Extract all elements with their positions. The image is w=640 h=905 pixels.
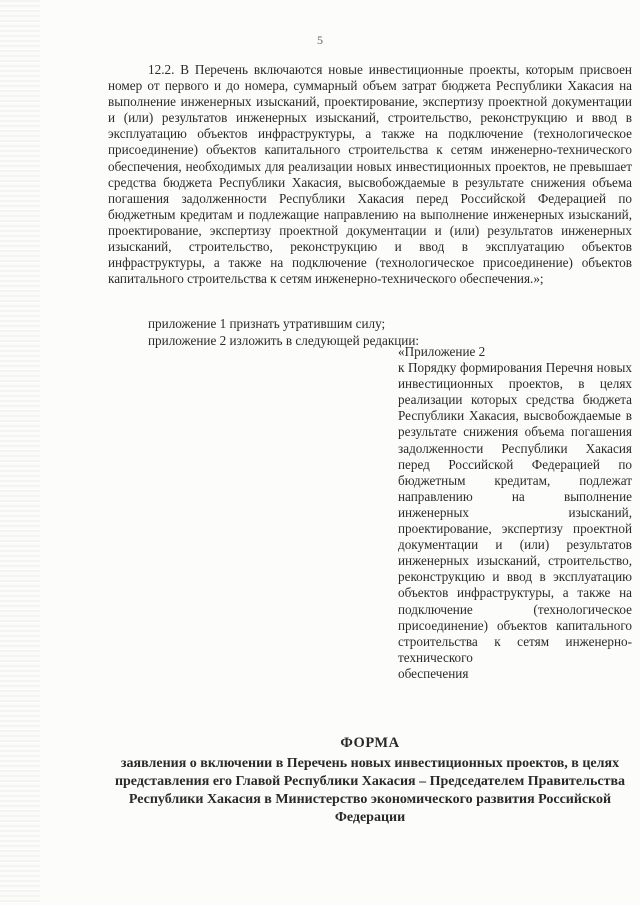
form-heading-block (108, 734, 632, 827)
page-number: 5 (317, 33, 323, 47)
annex-body: к Порядку формирования Перечня новых инвестиционных проектов, в целях реализации которых средства бюджета Республики Хакасия, высвобождаемые в результате снижения объема погашения задолженности Республики Хакасия перед Российской Федерацией по бюджетным кредитам, подлежат направлению на выполнение инженерных изысканий, проектирование, экспертизу проектной документации и (или) результатов инженерных изысканий, строительство, реконструкцию и ввод в эксплуатацию объектов инфраструктуры, а также на подключение (технологическое присоединение) объектов капитального строительства к сетям инженерно-технического (398, 360, 632, 665)
scan-edge-shadow (0, 0, 40, 905)
form-subtitle: заявления о включении в Перечень новых инвестиционных проектов, в целях представления его Главой Республики Хакасия – Председателем Правительства Республики Хакасия в Министерство экономического развития Российской Федерации (114, 756, 626, 825)
annex-title: «Приложение 2 (398, 344, 486, 359)
paragraph-12-2: 12.2. В Перечень включаются новые инвестиционные проекты, которым присвоен номер от первого и до номера, суммарный объем затрат бюджета Республики Хакасия на выполнение инженерных изысканий, проектирование, экспертизу проектной документации и (или) результатов инженерных изысканий, строительство, реконструкцию и ввод в эксплуатацию объектов инфраструктуры, а также на подключение (технологическое присоединение) объектов капитального строительства к сетям инженерно-технического обеспечения, необходимых для реализации новых инвестиционных проектов, не превышает средства бюджета Республики Хакасия, высвобождаемые в результате снижения объема погашения задолженности Республики Хакасия перед Российской Федерацией по бюджетным кредитам и подлежащие направлению на выполнение инженерных изысканий, проектирование, экспертизу проектной документации и (или) результатов инженерных изысканий, строительство, реконструкцию и ввод в эксплуатацию объектов инфраструктуры, а также на подключение (технологическое присоединение) объектов капитального строительства к сетям инженерно-технического обеспечения.»; (108, 62, 632, 287)
annex-header-block (398, 344, 632, 682)
annex-last-line: обеспечения (398, 665, 469, 681)
appendix-1-line: приложение 1 признать утратившим силу; (148, 316, 386, 331)
form-title: ФОРМА (340, 735, 400, 751)
appendix-2-line: приложение 2 изложить в следующей редакции: (148, 333, 420, 348)
